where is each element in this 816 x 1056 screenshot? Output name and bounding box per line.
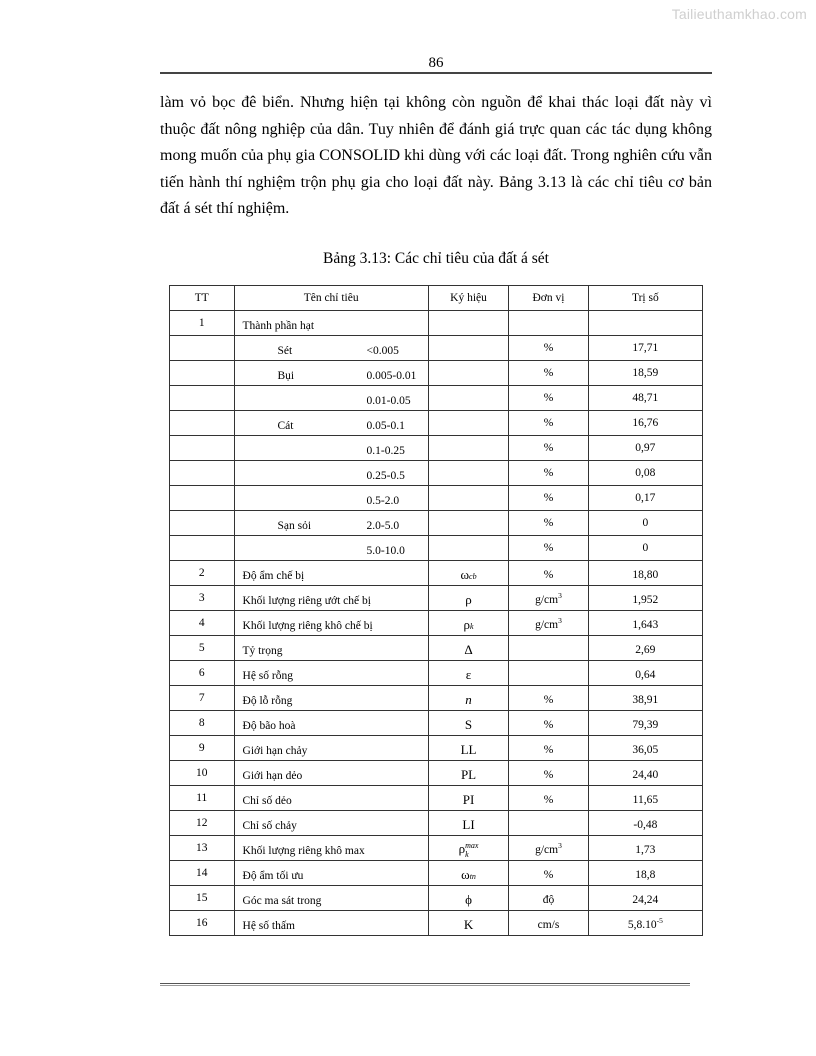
row-name-cell — [234, 361, 428, 386]
row-name-cell — [234, 461, 428, 486]
table-row — [170, 486, 703, 511]
table-header-row — [170, 286, 703, 311]
row-name: Giới hạn chảy — [242, 745, 308, 757]
symbol-main: LL — [460, 742, 477, 757]
row-unit — [509, 611, 589, 636]
watermark: Tailieuthamkhao.com — [671, 6, 807, 22]
row-unit: % — [509, 386, 589, 411]
row-tt: 13 — [170, 836, 235, 861]
table-row — [170, 336, 703, 361]
row-tt — [170, 461, 235, 486]
row-unit — [509, 911, 589, 936]
table-row — [170, 536, 703, 561]
row-name-cell — [234, 386, 428, 411]
row-value — [588, 761, 702, 786]
value-text: 79,39 — [632, 718, 659, 731]
unit-text: % — [543, 768, 554, 781]
table-row — [170, 636, 703, 661]
row-name-cell — [234, 661, 428, 686]
row-name-cell — [234, 836, 428, 861]
row-unit — [509, 761, 589, 786]
value-text: 2,69 — [635, 643, 656, 656]
table-row — [170, 386, 703, 411]
row-name: Khối lượng riêng ướt chế bị — [242, 595, 371, 607]
row-unit: % — [509, 461, 589, 486]
symbol-main: K — [463, 917, 474, 932]
row-tt: 6 — [170, 661, 235, 686]
row-name: Độ bão hoà — [242, 720, 296, 732]
row-symbol — [428, 686, 508, 711]
symbol-superscript: max — [465, 841, 479, 850]
row-unit: % — [509, 411, 589, 436]
unit-text: g/cm — [535, 593, 559, 606]
table-row — [170, 611, 703, 636]
row-symbol — [428, 661, 508, 686]
row-symbol — [428, 561, 508, 586]
row-name-cell — [234, 736, 428, 761]
unit-text: g/cm — [535, 843, 559, 856]
row-symbol — [428, 461, 508, 486]
table-row — [170, 461, 703, 486]
grain-fraction-label: Cát — [277, 420, 294, 432]
row-value: 0,08 — [588, 461, 702, 486]
value-text: 5,8.10 — [627, 918, 657, 931]
row-symbol — [428, 311, 508, 336]
row-unit — [509, 886, 589, 911]
row-tt: 1 — [170, 311, 235, 336]
symbol-subscript: tn — [469, 871, 476, 881]
table-row — [170, 686, 703, 711]
row-tt: 12 — [170, 811, 235, 836]
row-name-cell — [234, 586, 428, 611]
table-row — [170, 586, 703, 611]
row-name: Độ lỗ rỗng — [242, 695, 293, 707]
row-unit: % — [509, 536, 589, 561]
header-symbol: Ký hiệu — [428, 286, 508, 311]
row-symbol — [428, 711, 508, 736]
row-symbol — [428, 911, 508, 936]
row-name-cell — [234, 486, 428, 511]
row-value: 0,97 — [588, 436, 702, 461]
row-unit — [509, 686, 589, 711]
row-symbol — [428, 361, 508, 386]
row-name-cell — [234, 336, 428, 361]
row-value — [588, 636, 702, 661]
symbol-main: n — [465, 692, 472, 707]
row-unit — [509, 561, 589, 586]
grain-size-range: 0.25-0.5 — [366, 470, 405, 482]
row-symbol — [428, 611, 508, 636]
row-name: Tỷ trọng — [242, 645, 283, 657]
row-tt: 2 — [170, 561, 235, 586]
row-name: Thành phần hạt — [242, 320, 315, 332]
grain-size-range: 0.005-0.01 — [366, 370, 417, 382]
row-symbol — [428, 511, 508, 536]
grain-size-range: 0.1-0.25 — [366, 445, 405, 457]
header-rule — [160, 72, 712, 74]
row-symbol — [428, 836, 508, 861]
row-unit — [509, 861, 589, 886]
unit-text: cm/s — [537, 918, 560, 931]
page-number: 86 — [428, 55, 444, 71]
row-unit — [509, 311, 589, 336]
grain-size-range: 5.0-10.0 — [366, 545, 405, 557]
symbol-main: ω — [460, 567, 470, 582]
row-name-cell — [234, 561, 428, 586]
row-unit: % — [509, 361, 589, 386]
row-name: Giới hạn dẻo — [242, 770, 303, 782]
row-name: Hệ số thấm — [242, 920, 295, 932]
row-name: Chỉ số chảy — [242, 820, 297, 832]
row-unit — [509, 811, 589, 836]
unit-text: % — [543, 743, 554, 756]
value-text: 24,40 — [632, 768, 659, 781]
symbol-main: ε — [465, 667, 472, 682]
symbol-subscript: k — [465, 850, 469, 859]
row-value: 17,71 — [588, 336, 702, 361]
grain-fraction-label: Sạn sỏi — [277, 520, 312, 532]
row-value: 18,59 — [588, 361, 702, 386]
row-name: Góc ma sát trong — [242, 895, 322, 907]
symbol-main: S — [464, 717, 473, 732]
row-value: 0 — [588, 536, 702, 561]
row-name-cell — [234, 886, 428, 911]
row-value — [588, 586, 702, 611]
row-tt — [170, 361, 235, 386]
header-value: Trị số — [588, 286, 702, 311]
row-value — [588, 661, 702, 686]
symbol-main: LI — [462, 817, 475, 832]
row-symbol — [428, 386, 508, 411]
row-symbol — [428, 336, 508, 361]
unit-text: độ — [542, 893, 555, 906]
row-value — [588, 911, 702, 936]
value-text: 38,91 — [632, 693, 659, 706]
table-row — [170, 811, 703, 836]
unit-superscript: 3 — [558, 590, 562, 600]
row-symbol — [428, 736, 508, 761]
row-symbol — [428, 586, 508, 611]
row-tt: 5 — [170, 636, 235, 661]
row-name-cell — [234, 811, 428, 836]
row-value — [588, 611, 702, 636]
row-symbol — [428, 761, 508, 786]
row-symbol — [428, 536, 508, 561]
unit-text: g/cm — [535, 618, 559, 631]
table-caption: Bảng 3.13: Các chỉ tiêu của đất á sét — [323, 250, 549, 267]
row-value — [588, 711, 702, 736]
table-row — [170, 836, 703, 861]
row-tt: 3 — [170, 586, 235, 611]
row-tt — [170, 386, 235, 411]
symbol-main: ρ — [458, 840, 466, 856]
symbol-main: ρ — [465, 592, 472, 607]
row-name: Độ ẩm tối ưu — [242, 870, 304, 882]
row-name-cell — [234, 611, 428, 636]
row-tt — [170, 511, 235, 536]
row-name-cell — [234, 861, 428, 886]
table-row — [170, 911, 703, 936]
row-unit: % — [509, 436, 589, 461]
table-row — [170, 736, 703, 761]
grain-size-range: <0.005 — [366, 345, 399, 357]
row-name: Khối lượng riêng khô chế bị — [242, 620, 373, 632]
row-unit — [509, 711, 589, 736]
row-tt: 15 — [170, 886, 235, 911]
value-text: 11,65 — [632, 793, 659, 806]
row-name-cell — [234, 536, 428, 561]
row-name-cell — [234, 786, 428, 811]
unit-text: % — [543, 868, 554, 881]
symbol-main: ρ — [463, 617, 470, 632]
row-tt: 4 — [170, 611, 235, 636]
table-row — [170, 411, 703, 436]
row-value: 48,71 — [588, 386, 702, 411]
row-symbol — [428, 636, 508, 661]
symbol-main: ϕ — [465, 892, 472, 907]
row-unit — [509, 736, 589, 761]
symbol-subscript: k — [469, 621, 474, 631]
row-tt — [170, 536, 235, 561]
value-text: 24,24 — [632, 893, 659, 906]
table-row — [170, 311, 703, 336]
value-text: 36,05 — [632, 743, 659, 756]
row-tt: 16 — [170, 911, 235, 936]
table-row — [170, 661, 703, 686]
row-name-cell — [234, 686, 428, 711]
row-value — [588, 686, 702, 711]
symbol-main: PI — [462, 792, 475, 807]
row-tt: 11 — [170, 786, 235, 811]
row-tt — [170, 486, 235, 511]
row-symbol — [428, 486, 508, 511]
row-name: Khối lượng riêng khô max — [242, 845, 365, 857]
row-tt — [170, 436, 235, 461]
grain-size-range: 0.01-0.05 — [366, 395, 411, 407]
row-name-cell — [234, 636, 428, 661]
row-name-cell — [234, 711, 428, 736]
table-body — [170, 311, 703, 936]
symbol-main: PL — [460, 767, 477, 782]
table-row — [170, 861, 703, 886]
row-name-cell — [234, 911, 428, 936]
unit-text: % — [543, 718, 554, 731]
row-tt: 7 — [170, 686, 235, 711]
row-unit — [509, 836, 589, 861]
grain-size-range: 0.5-2.0 — [366, 495, 400, 507]
header-name: Tên chỉ tiêu — [234, 286, 428, 311]
grain-size-range: 2.0-5.0 — [366, 520, 400, 532]
footer-rule — [160, 983, 690, 986]
row-unit: % — [509, 511, 589, 536]
symbol-main: ω — [461, 867, 470, 882]
row-unit — [509, 786, 589, 811]
table-row — [170, 786, 703, 811]
row-name: Hệ số rỗng — [242, 670, 293, 682]
row-value: 16,76 — [588, 411, 702, 436]
row-symbol — [428, 436, 508, 461]
row-tt: 9 — [170, 736, 235, 761]
row-symbol — [428, 811, 508, 836]
table-row — [170, 561, 703, 586]
row-value: 0,17 — [588, 486, 702, 511]
row-value — [588, 886, 702, 911]
value-text: 1,73 — [635, 843, 656, 856]
value-text: 18,80 — [632, 568, 659, 581]
row-unit: % — [509, 336, 589, 361]
table-row — [170, 711, 703, 736]
unit-superscript: 3 — [558, 840, 562, 850]
unit-text: % — [543, 793, 554, 806]
row-value — [588, 736, 702, 761]
row-unit: % — [509, 486, 589, 511]
row-value — [588, 311, 702, 336]
grain-fraction-label: Sét — [277, 345, 293, 357]
row-name: Độ ẩm chế bị — [242, 570, 305, 582]
soil-properties-table — [169, 285, 703, 936]
row-unit — [509, 636, 589, 661]
row-name-cell — [234, 436, 428, 461]
row-tt: 8 — [170, 711, 235, 736]
row-value — [588, 861, 702, 886]
row-value — [588, 786, 702, 811]
value-text: 18,8 — [635, 868, 656, 881]
row-tt — [170, 336, 235, 361]
table-row — [170, 436, 703, 461]
body-paragraph: làm vỏ bọc đê biển. Nhưng hiện tại không còn nguồn để khai thác loại đất này vì thuộc đất nông nghiệp của dân. Tuy nhiên để đánh giá trực quan các tác dụng không mong muốn của phụ gia CONSOLID khi dùng với các loại đất. Trong nghiên cứu vẫn tiến hành thí nghiệm trộn phụ gia cho loại đất này. Bảng 3.13 là các chỉ tiêu cơ bản đất á sét thí nghiệm. — [160, 94, 712, 217]
unit-text: % — [543, 693, 554, 706]
row-unit — [509, 661, 589, 686]
row-name-cell — [234, 311, 428, 336]
table-row — [170, 361, 703, 386]
grain-fraction-label: Bụi — [277, 370, 295, 382]
row-name-cell — [234, 511, 428, 536]
row-name: Chỉ số dẻo — [242, 795, 292, 807]
row-tt — [170, 411, 235, 436]
row-symbol — [428, 411, 508, 436]
row-value — [588, 811, 702, 836]
value-text: 1,952 — [632, 593, 659, 606]
row-value: 0 — [588, 511, 702, 536]
unit-superscript: 3 — [558, 615, 562, 625]
value-text: 1,643 — [632, 618, 659, 631]
row-tt: 14 — [170, 861, 235, 886]
header-tt: TT — [170, 286, 235, 311]
row-tt: 10 — [170, 761, 235, 786]
value-text: -0,48 — [633, 818, 658, 831]
row-name-cell — [234, 761, 428, 786]
unit-text: % — [543, 568, 554, 581]
symbol-subscript: cb — [469, 571, 477, 581]
row-symbol — [428, 786, 508, 811]
table-row — [170, 761, 703, 786]
row-unit — [509, 586, 589, 611]
row-symbol — [428, 886, 508, 911]
symbol-main: Δ — [464, 642, 473, 657]
row-value — [588, 561, 702, 586]
table-row — [170, 886, 703, 911]
grain-size-range: 0.05-0.1 — [366, 420, 405, 432]
row-value — [588, 836, 702, 861]
row-symbol — [428, 861, 508, 886]
value-text: 0,64 — [635, 668, 656, 681]
row-name-cell — [234, 411, 428, 436]
table-row — [170, 511, 703, 536]
header-unit: Đơn vị — [509, 286, 589, 311]
value-superscript: -5 — [656, 915, 663, 925]
